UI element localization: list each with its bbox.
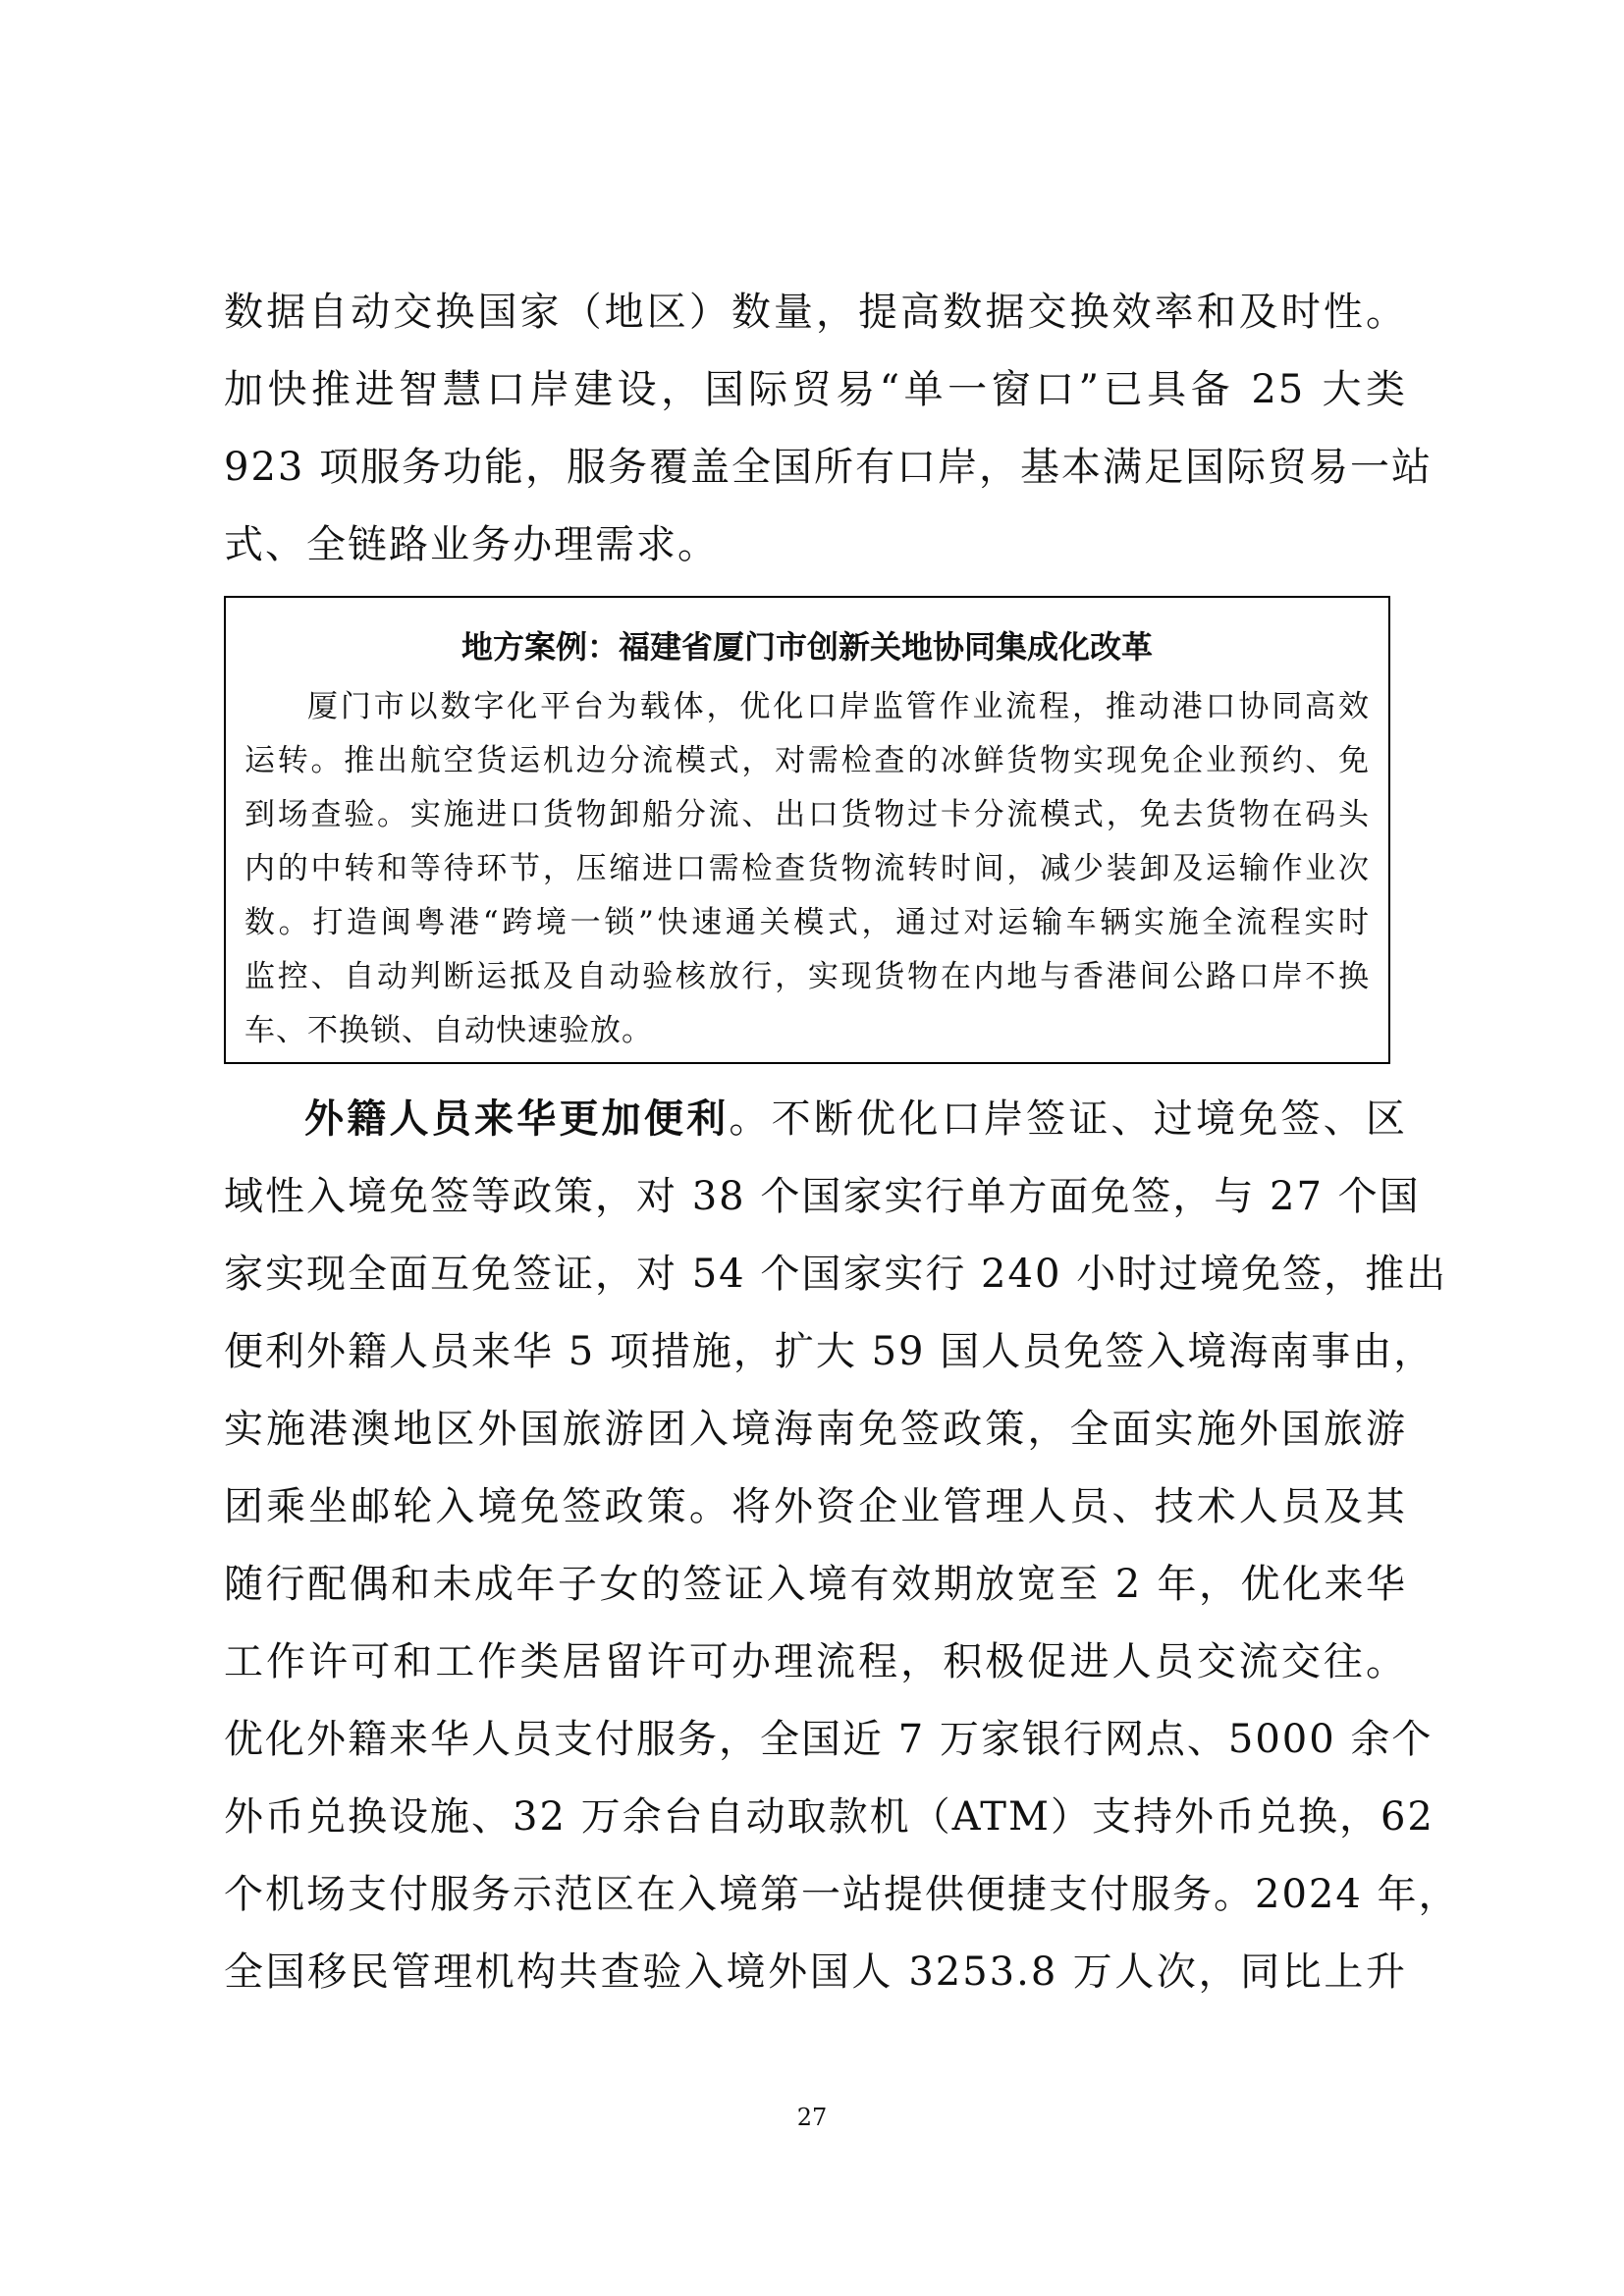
intro-line: 加快推进智慧口岸建设，国际贸易“单一窗口”已具备 25 大类 (224, 367, 1407, 412)
case-line: 内的中转和等待环节，压缩进口需检查货物流转时间，减少装卸及运输作业次 (244, 851, 1370, 886)
case-line: 车、不换锁、自动快速验放。 (244, 1013, 653, 1048)
case-line: 数。打造闽粤港“跨境一锁”快速通关模式，通过对运输车辆实施全流程实时 (244, 905, 1370, 940)
intro-paragraph (224, 274, 1434, 584)
intro-line: 式、全链路业务办理需求。 (224, 522, 719, 567)
paragraph-line: 全国移民管理机构共查验入境外国人 3253.8 万人次，同比上升 (224, 1949, 1407, 1995)
paragraph-line: 优化外籍来华人员支付服务，全国近 7 万家银行网点、5000 余个 (224, 1717, 1434, 1762)
paragraph-first-line (224, 1081, 1407, 1158)
case-line: 监控、自动判断运抵及自动验核放行，实现货物在内地与香港间公路口岸不换 (244, 959, 1370, 994)
paragraph-line: 工作许可和工作类居留许可办理流程，积极促进人员交流交往。 (224, 1639, 1407, 1684)
page-number: 27 (796, 2104, 828, 2131)
case-box-body (244, 680, 1370, 1058)
case-line: 到场查验。实施进口货物卸船分流、出口货物过卡分流模式，免去货物在码头 (244, 797, 1370, 832)
paragraph-line: 域性入境免签等政策，对 38 个国家实行单方面免签，与 27 个国 (224, 1174, 1421, 1219)
paragraph-lead-heading: 外籍人员来华更加便利 (304, 1096, 730, 1142)
case-line: 厦门市以数字化平台为载体，优化口岸监管作业流程，推动港口协同高效 (307, 689, 1370, 724)
local-case-box (224, 596, 1390, 1064)
paragraph-line: 外币兑换设施、32 万余台自动取款机（ATM）支持外币兑换，62 (224, 1794, 1435, 1840)
paragraph-line: 家实现全面互免签证，对 54 个国家实行 240 小时过境免签，推出 (224, 1252, 1448, 1297)
intro-line: 923 项服务功能，服务覆盖全国所有口岸，基本满足国际贸易一站 (224, 445, 1434, 490)
paragraph-line: 随行配偶和未成年子女的签证入境有效期放宽至 2 年，优化来华 (224, 1562, 1407, 1607)
intro-line: 数据自动交换国家（地区）数量，提高数据交换效率和及时性。 (224, 290, 1407, 335)
paragraph-line: 便利外籍人员来华 5 项措施，扩大 59 国人员免签入境海南事由， (224, 1329, 1435, 1374)
foreigners-paragraph (224, 1081, 1460, 2011)
paragraph-line: 个机场支付服务示范区在入境第一站提供便捷支付服务。2024 年， (224, 1872, 1460, 1917)
case-line: 运转。推出航空货运机边分流模式，对需检查的冰鲜货物实现免企业预约、免 (244, 743, 1370, 778)
paragraph-line: 团乘坐邮轮入境免签政策。将外资企业管理人员、技术人员及其 (224, 1484, 1407, 1529)
case-box-title: 地方案例：福建省厦门市创新关地协同集成化改革 (460, 628, 1153, 666)
paragraph-line: 实施港澳地区外国旅游团入境海南免签政策，全面实施外国旅游 (224, 1407, 1407, 1452)
paragraph-lead-rest: 。不断优化口岸签证、过境免签、区 (729, 1096, 1408, 1142)
